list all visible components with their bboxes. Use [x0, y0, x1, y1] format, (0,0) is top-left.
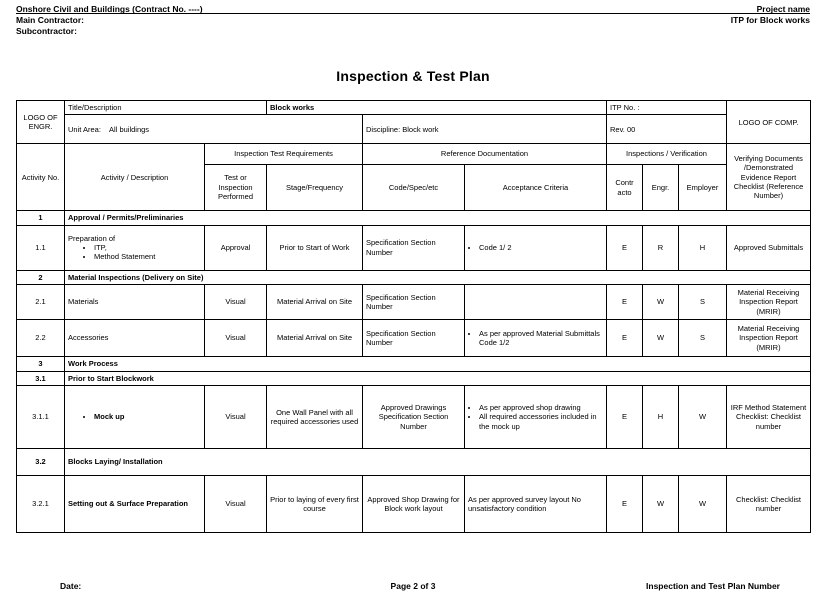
row-verifying-documents: Material Receiving Inspection Report (MRIR) — [727, 320, 811, 357]
row-contractor: E — [607, 385, 643, 448]
section-no: 3 — [17, 357, 65, 371]
row-employer: W — [679, 385, 727, 448]
col-acceptance-criteria: Acceptance Criteria — [465, 164, 607, 211]
row-acceptance-criteria — [465, 385, 607, 448]
section-header-row — [17, 270, 811, 284]
table-row — [17, 225, 811, 270]
row-activity-no: 2.2 — [17, 320, 65, 357]
row-desc-bullets — [68, 412, 201, 421]
col-activity-description: Activity / Description — [65, 144, 205, 211]
column-group-header-row — [17, 144, 811, 164]
row-test-performed: Approval — [205, 225, 267, 270]
col-activity-no: Activity No. — [17, 144, 65, 211]
main-contractor-label: Main Contractor: — [16, 15, 84, 25]
row-acceptance-criteria: As per approved survey layout No unsatisfactory condition — [465, 475, 607, 532]
col-engineer: Engr. — [643, 164, 679, 211]
row-engineer: H — [643, 385, 679, 448]
row-stage-frequency: Prior to Start of Work — [267, 225, 363, 270]
row-test-performed: Visual — [205, 385, 267, 448]
itp-table — [16, 100, 811, 533]
row-verifying-documents: Approved Submittals — [727, 225, 811, 270]
row-desc-bullets — [68, 243, 201, 262]
subsection-no: 3.2 — [17, 448, 65, 475]
row-activity-description: Accessories — [65, 320, 205, 357]
section-no: 2 — [17, 270, 65, 284]
col-contractor: Contr acto — [607, 164, 643, 211]
row-acceptance-bullet: • As per approved Material Submittals Code 1/2 — [479, 329, 603, 348]
footer-page-number: Page 2 of 3 — [390, 581, 436, 591]
row-engineer: W — [643, 320, 679, 357]
itp-no-label: ITP No. : — [607, 101, 727, 115]
row-acceptance-bullet: • Code 1/ 2 — [479, 243, 603, 252]
row-verifying-documents: Checklist: Checklist number — [727, 475, 811, 532]
row-acceptance-bullet: • As per approved shop drawing — [479, 403, 603, 412]
row-activity-no: 3.1.1 — [17, 385, 65, 448]
row-desc-lead: Preparation of — [68, 233, 116, 243]
row-engineer: W — [643, 475, 679, 532]
titleblock-row-1 — [17, 101, 811, 115]
row-desc-bullet: • Mock up — [94, 412, 201, 421]
row-code-spec: Approved Shop Drawing for Block work layout — [363, 475, 465, 532]
row-acceptance-bullets — [468, 403, 603, 431]
section-title: Approval / Permits/Preliminaries — [65, 211, 811, 225]
row-employer: S — [679, 320, 727, 357]
title-description-label: Title/Description — [65, 101, 267, 115]
itp-subject: ITP for Block works — [730, 15, 810, 25]
row-employer: S — [679, 285, 727, 320]
logo-engineer: LOGO OF ENGR. — [17, 101, 65, 144]
subsection-header-row — [17, 448, 811, 475]
row-code-spec: Specification Section Number — [363, 320, 465, 357]
row-acceptance-bullet: • All required accessories included in the mock up — [479, 412, 603, 431]
project-name: Project name — [756, 4, 810, 14]
subsection-title: Blocks Laying/ Installation — [65, 448, 811, 475]
document-footer — [16, 581, 810, 593]
section-title: Work Process — [65, 357, 811, 371]
header-divider — [16, 13, 810, 14]
row-activity-description — [65, 385, 205, 448]
row-test-performed: Visual — [205, 475, 267, 532]
subsection-no: 3.1 — [17, 371, 65, 385]
section-title: Material Inspections (Delivery on Site) — [65, 270, 811, 284]
footer-document-number: Inspection and Test Plan Number — [646, 581, 780, 591]
title-description-value: Block works — [267, 101, 607, 115]
subsection-header-row — [17, 371, 811, 385]
unit-area-label: Unit Area: — [68, 124, 101, 134]
row-engineer: R — [643, 225, 679, 270]
page-title: Inspection & Test Plan — [336, 68, 490, 84]
section-header-row — [17, 211, 811, 225]
table-row — [17, 475, 811, 532]
row-activity-no: 1.1 — [17, 225, 65, 270]
header-line-3 — [16, 26, 810, 37]
col-code-spec: Code/Spec/etc — [363, 164, 465, 211]
row-activity-description: Materials — [65, 285, 205, 320]
col-stage-frequency: Stage/Frequency — [267, 164, 363, 211]
table-row — [17, 285, 811, 320]
row-engineer: W — [643, 285, 679, 320]
row-stage-frequency: Material Arrival on Site — [267, 320, 363, 357]
col-test-or-inspection-performed: Test or Inspection Performed — [205, 164, 267, 211]
discipline-cell: Discipline: Block work — [363, 115, 607, 144]
logo-company: LOGO OF COMP. — [727, 101, 811, 144]
titleblock-row-2 — [17, 115, 811, 144]
row-test-performed: Visual — [205, 285, 267, 320]
row-contractor: E — [607, 320, 643, 357]
row-acceptance-criteria — [465, 320, 607, 357]
row-contractor: E — [607, 225, 643, 270]
table-row — [17, 320, 811, 357]
unit-area-value: All buildings — [109, 124, 150, 134]
row-stage-frequency: One Wall Panel with all required accessories used — [267, 385, 363, 448]
revision-cell: Rev. 00 — [607, 115, 727, 144]
row-acceptance-bullets — [468, 243, 603, 252]
subcontractor-label: Subcontractor: — [16, 26, 77, 36]
col-employer: Employer — [679, 164, 727, 211]
row-activity-no: 2.1 — [17, 285, 65, 320]
row-contractor: E — [607, 285, 643, 320]
row-verifying-documents: IRF Method Statement Checklist: Checklist number — [727, 385, 811, 448]
row-acceptance-criteria — [465, 285, 607, 320]
col-verifying-documents: Verifying Documents /Demonstrated Evidence Report Checklist (Reference Number) — [727, 144, 811, 211]
row-code-spec: Approved Drawings Specification Section Number — [363, 385, 465, 448]
row-activity-no: 3.2.1 — [17, 475, 65, 532]
row-employer: W — [679, 475, 727, 532]
row-code-spec: Specification Section Number — [363, 225, 465, 270]
row-activity-description: Setting out & Surface Preparation — [65, 475, 205, 532]
header-line-2 — [16, 15, 810, 26]
row-test-performed: Visual — [205, 320, 267, 357]
row-desc-bullet: • ITP, — [94, 243, 201, 252]
unit-area-cell — [65, 115, 363, 144]
row-code-spec: Specification Section Number — [363, 285, 465, 320]
row-activity-description — [65, 225, 205, 270]
col-reference-documentation: Reference Documentation — [363, 144, 607, 164]
row-employer: H — [679, 225, 727, 270]
row-acceptance-criteria — [465, 225, 607, 270]
col-inspections-verification: Inspections / Verification — [607, 144, 727, 164]
row-acceptance-bullets — [468, 329, 603, 348]
section-no: 1 — [17, 211, 65, 225]
row-verifying-documents: Material Receiving Inspection Report (MRIR) — [727, 285, 811, 320]
table-row — [17, 385, 811, 448]
row-stage-frequency: Material Arrival on Site — [267, 285, 363, 320]
contract-title: Onshore Civil and Buildings (Contract No. ----) — [16, 4, 203, 14]
row-stage-frequency: Prior to laying of every first course — [267, 475, 363, 532]
document-header — [16, 4, 810, 38]
row-contractor: E — [607, 475, 643, 532]
col-inspection-test-requirements: Inspection Test Requirements — [205, 144, 363, 164]
subsection-title: Prior to Start Blockwork — [65, 371, 811, 385]
row-desc-bullet: • Method Statement — [94, 252, 201, 261]
footer-date-label: Date: — [60, 581, 82, 591]
section-header-row — [17, 357, 811, 371]
